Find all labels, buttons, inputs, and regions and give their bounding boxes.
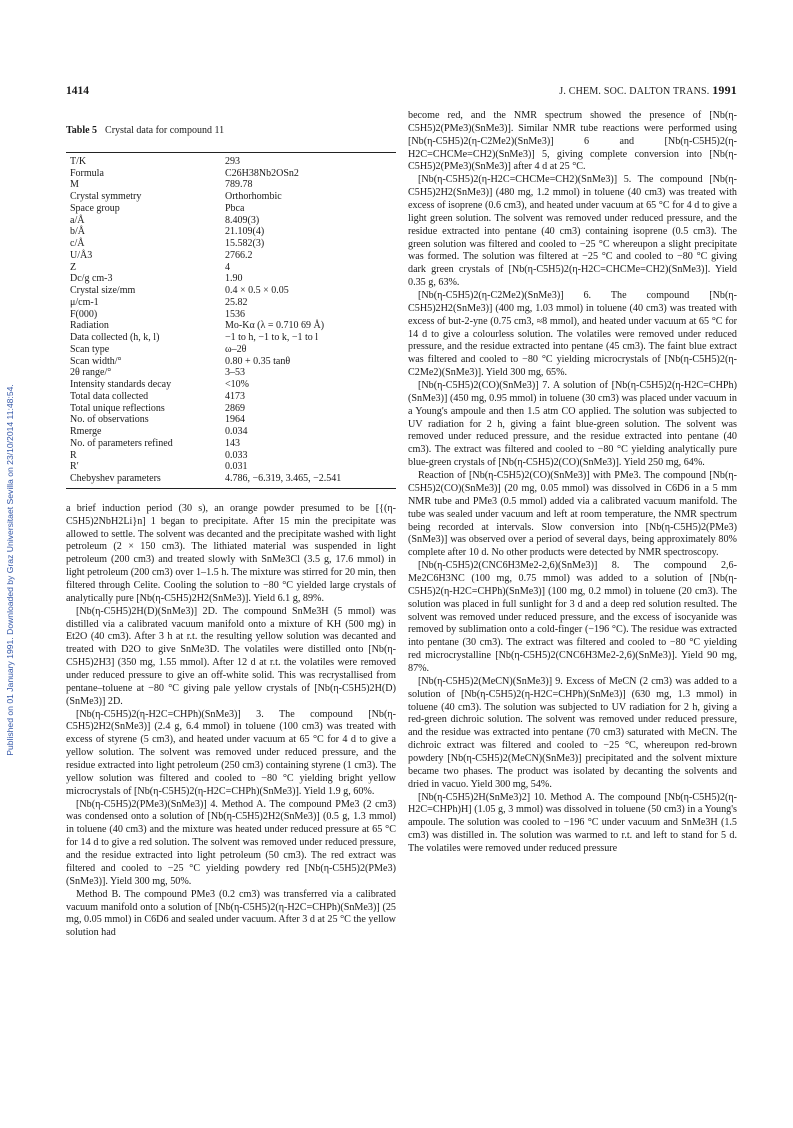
table-row [66,414,396,426]
table-row-label: Total data collected [70,390,149,402]
table-row [66,215,396,227]
table-row-value: 0.4 × 0.5 × 0.05 [225,285,289,297]
table-row-label: Crystal symmetry [70,191,142,203]
table-row [66,191,396,203]
table-row-label: 2θ range/° [70,367,112,379]
table-row [66,203,396,215]
right-column-text [408,110,737,856]
table-row [66,438,396,450]
table-row-label: Data collected (h, k, l) [70,332,160,344]
table-bottom-rule [66,488,396,489]
table-row-label: R [70,449,77,461]
table-row-value: 2766.2 [225,249,253,261]
table-row-label: T/K [70,155,87,167]
table-row-value: <10% [225,379,249,391]
table-row [66,356,396,368]
table-row-label: μ/cm-1 [70,296,99,308]
table-row-label: Radiation [70,320,109,332]
table-row-value: 8.409(3) [225,214,260,226]
table-row-label: Z [70,261,77,273]
table-row-label: F(000) [70,308,98,320]
table-row-value: 25.82 [225,296,248,308]
table-row [66,250,396,262]
table-row [66,473,396,485]
table-row-value: 0.031 [225,461,248,473]
table-row-value: 15.582(3) [225,238,265,250]
table-row [66,285,396,297]
table-row-value: 1964 [225,414,245,426]
table-row-value: 0.034 [225,426,248,438]
paragraph: Reaction of [Nb(η-C5H5)2(CO)(SnMe3)] with PMe3. The compound [Nb(η-C5H5)2(CO)(SnMe3)] (20 mg, 0.05 mmol) was dissolved in C6D6 in a 5 mm NMR tube and PMe3 (0.5 mmol) added via a calibrated vacuum manifold. The tube was sealed under vacuum and left at room temperature, the NMR spectrum being recorded at intervals. Slow conversion into [Nb(η-C5H5)2(PMe3)(SnMe3)] was observed over a period of several days, being approximately 80% complete after 10 d. No other products were detected by NMR spectroscopy. [408,470,737,559]
paragraph: [Nb(η-C5H5)2(PMe3)(SnMe3)] 4. Method A. The compound PMe3 (2 cm3) was condensed onto a solution of [Nb(η-C5H5)2H2(SnMe3)] (0.5 g, 1.3 mmol) in toluene (40 cm3) and the mixture was heated under reduced pressure at 65 °C for 14 d to give a red solution. The solvent was removed under reduced pressure, and the residue extracted into light petroleum (50 cm3). The red extract was filtered and cooled to −25 °C yielding powdery red [Nb(η-C5H5)2(PMe3)(SnMe3)]. Yield 300 mg, 50%. [66,798,396,887]
table-caption [66,125,396,138]
table-row-label: Dc/g cm-3 [70,273,113,285]
paragraph: [Nb(η-C5H5)2(η-H2C=CHPh)(SnMe3)] 3. The compound [Nb(η-C5H5)2H2(SnMe3)] (2.4 g, 6.4 mmol) in toluene (100 cm3) was treated with excess of styrene (5 cm3), and heated under vacuum at 65 °C for 4 d to give a yellow solution. The solvent was removed under reduced pressure, and the residue extracted into light petroleum (250 cm3) containing styrene (1 cm3). The yellow solution was filtered and cooled to −80 °C yielding bright yellow microcrystals of [Nb(η-C5H5)2(η-H2C=CHPh)(SnMe3)]. Yield 1.9 g, 60%. [66,708,396,797]
table-row-value: Mo-Kα (λ = 0.710 69 Å) [225,320,325,332]
table-row-label: U/Å3 [70,249,93,261]
paragraph: [Nb(η-C5H5)2(MeCN)(SnMe3)] 9. Excess of MeCN (2 cm3) was added to a solution of [Nb(η-C5H5)2(η-H2C=CHPh)(SnMe3)] (630 mg, 1.3 mmol) in toluene (40 cm3). The solution was subjected to UV radiation for 2 h, giving a red-green dichroic solution. The solvent was removed under reduced pressure, and the residue was extracted into pentane (70 cm3) saturated with MeCN. The dichroic extract was filtered and cooled to −25 °C, whereupon red-brown powdery [Nb(η-C5H5)2(MeCN)(SnMe3)] precipitated and the solvent mixture became two phases. The product was isolated by decanting the solvents and dried in vacuo. Yield 300 mg, 54%. [408,675,737,790]
table-row-value: 789.78 [225,179,253,191]
table-row [66,238,396,250]
table-row-value: 2869 [225,402,245,414]
paragraph: [Nb(η-C5H5)2(CNC6H3Me2-2,6)(SnMe3)] 8. The compound 2,6-Me2C6H3NC (100 mg, 0.75 mmol) was added to a solution of [Nb(η-C5H5)2(η-H2C=CHPh)(SnMe3)] (100 mg, 0.2 mmol) in toluene (20 cm3). The solution was placed in full sunlight for 3 d and a deep red solution resulted. The solvent was removed under reduced pressure, and the excess of isocyanide was removed by sublimation onto a cold-finger (−196 °C). The residue was extracted into pentane (30 cm3). The extract was filtered and cooled to −80 °C yielding red microcrystalline [Nb(η-C5H5)2(CNC6H3Me2-2,6)(SnMe3)]. Yield 90 mg, 87%. [408,560,737,674]
table-row [66,391,396,403]
table-row-value: 4 [225,261,230,273]
journal-name: J. CHEM. SOC. DALTON TRANS. [559,86,710,97]
table-row-label: Total unique reflections [70,402,165,414]
table-row-value: 0.033 [225,449,248,461]
table-row [66,344,396,356]
paragraph: [Nb(η-C5H5)2(η-C2Me2)(SnMe3)] 6. The compound [Nb(η-C5H5)2H2(SnMe3)] (400 mg, 1.03 mmol) in toluene (40 cm3) was treated with excess of but-2-yne (0.75 cm3, ≈8 mmol), and heated under vacuum at 65 °C for 14 d to give a colourless solution. The volatiles were removed under reduced pressure, and the residue extracted into pentane (45 cm3). The faint blue extract was filtered and cooled to −80 °C yielding microcrystals of [Nb(η-C5H5)2(η-C2Me2)(SnMe3)]. Yield 300 mg, 65%. [408,290,737,379]
table-row [66,461,396,473]
crystal-data-table [66,125,396,489]
table-row-value: C26H38Nb2OSn2 [225,167,299,179]
table-row-value: 1.90 [225,273,243,285]
left-column [66,110,396,940]
journal-year: 1991 [712,83,737,97]
table-row-label: c/Å [70,238,85,250]
page-number: 1414 [66,85,89,97]
journal-header [559,83,737,98]
table-row [66,309,396,321]
table-row [66,320,396,332]
table-row-value: Orthorhombic [225,191,282,203]
table-row-label: No. of parameters refined [70,437,173,449]
paragraph: become red, and the NMR spectrum showed the presence of [Nb(η-C5H5)2(PMe3)(SnMe3)]. Similar NMR tube reactions were performed using [Nb(η-C5H5)2(η-C2Me2)(SnMe3)] 6 and [Nb(η-C5H5)2(η-H2C=CHCMe=CH2)(SnMe3)] 5, giving complete conversion into [Nb(η-C5H5)2(PMe3)(SnMe3)] after 4 d at 25 °C. [408,110,737,173]
left-column-text [66,503,396,940]
paragraph: [Nb(η-C5H5)2H(SnMe3)2] 10. Method A. The compound [Nb(η-C5H5)2(η-H2C=CHPh)H] (1.05 g, 3 mmol) was dissolved in toluene (50 cm3) in a Young's ampoule. The solution was cooled to −196 °C under vacuum and SnMe3H (1.5 cm3) was distilled in. The solution was warmed to r.t. and left to stand for 5 d. The volatiles were removed under reduced pressure [408,791,737,854]
table-row [66,226,396,238]
table-row-label: Intensity standards decay [70,379,172,391]
table-row [66,297,396,309]
table-row [66,367,396,379]
table-row [66,426,396,438]
table-row-label: a/Å [70,214,85,226]
paragraph: [Nb(η-C5H5)2H(D)(SnMe3)] 2D. The compound SnMe3H (5 mmol) was distilled via a calibrated vacuum manifold onto a mixture of KH (500 mg) in Et2O (40 cm3). After 3 h at r.t. the resulting yellow solution was decanted and treated with D2O to give SnMe3D. The volatiles were distilled onto [Nb(η-C5H5)2H3] (350 mg, 1.55 mmol). After 12 d at r.t. the volatiles were removed under reduced pressure to give an off-white solid. This was recrystallised from pentane–toluene at −80 °C giving pale yellow crystals of [Nb(η-C5H5)2H(D)(SnMe3)] 2D. [66,605,396,707]
table-row-label: R′ [70,461,79,473]
table-row-label: No. of observations [70,414,149,426]
table-row [66,262,396,274]
table-label: Table 5 [66,125,98,136]
table-row [66,332,396,344]
table-row [66,379,396,391]
table-row-label: Chebyshev parameters [70,473,161,485]
crystal-table [66,153,396,485]
table-row-value: 1536 [225,308,245,320]
table-row-label: M [70,179,79,191]
table-row-label: Formula [70,167,104,179]
table-row-label: Rmerge [70,426,102,438]
paragraph: a brief induction period (30 s), an orange powder presumed to be [{(η-C5H5)2NbH2Li}n] 1 began to precipitate. After 15 min the precipitate was allowed to settle. The solvent was decanted and the precipitate washed with light petroleum (2 × 150 cm3). The lithiated material was suspended in light petroleum (200 cm3) and treated slowly with SnMe3Cl (3.5 g, 17.6 mmol) in light petroleum (200 cm3) over 1–1.5 h. The mixture was stirred for 20 min, then filtered through Celite. Cooling the solution to −80 °C yielded large crystals of analytically pure [Nb(η-C5H5)2H2(SnMe3)]. Yield 6.1 g, 89%. [66,502,396,604]
table-row-value: 3–53 [225,367,245,379]
paragraph: [Nb(η-C5H5)2(CO)(SnMe3)] 7. A solution of [Nb(η-C5H5)2(η-H2C=CHPh)(SnMe3)] (450 mg, 0.95 mmol) in toluene (30 cm3) was placed under vacuum in a Young's ampoule and then 1.5 atm CO applied. The solution was subjected to UV radiation for 2 h, giving a faint blue-green solution. The solvent was removed under reduced pressure, and the residue extracted into pentane (40 cm3). The extract was filtered and cooled to −80 °C yielding analytically pure blue-green crystals of [Nb(η-C5H5)2(CO)(SnMe3)]. Yield 250 mg, 64%. [408,380,737,469]
table-row-value: 4.786, −6.319, 3.465, −2.541 [225,473,342,485]
table-row-value: 293 [225,155,240,167]
right-column [408,110,737,856]
paragraph: [Nb(η-C5H5)2(η-H2C=CHCMe=CH2)(SnMe3)] 5. The compound [Nb(η-C5H5)2H2(SnMe3)] (480 mg, 1.2 mmol) in toluene (40 cm3) was treated with excess of isoprene (0.6 cm3), and heated under vacuum at 65 °C for 4 d to give a light green solution. The solvent was removed under reduced pressure, and the residue extracted into pentane (40 cm3) containing isoprene (0.5 cm3). The green solution was filtered and cooled to −25 °C whereupon a slight precipitate was formed. The solution was filtered at −25 °C and cooled to −80 °C giving dark green crystals of [Nb(η-C5H5)2(η-H2C=CHCMe=CH2)(SnMe3)]. Yield 0.35 g, 63%. [408,174,737,289]
table-row-value: −1 to h, −1 to k, −1 to l [225,332,319,344]
download-watermark: Published on 01 January 1991. Downloaded by Graz Universitaet Sevilla on 23/10/2014 11:48:54. [5,384,15,756]
table-row-label: Crystal size/mm [70,285,136,297]
table-row-label: Scan type [70,343,110,355]
paragraph: Method B. The compound PMe3 (0.2 cm3) was transferred via a calibrated vacuum manifold onto a solution of [Nb(η-C5H5)2(η-H2C=CHPh)(SnMe3)] (25 mg, 0.05 mmol) in C6D6 and sealed under vacuum. After 3 d at 25 °C the yellow solution had [66,888,396,939]
table-row-value: 143 [225,437,240,449]
table-row-value: Pbca [225,202,245,214]
table-row [66,179,396,191]
table-row [66,403,396,415]
table-row-value: 21.109(4) [225,226,265,238]
table-row-value: 4173 [225,390,245,402]
table-row-value: 0.80 + 0.35 tanθ [225,355,291,367]
table-row-label: Scan width/° [70,355,122,367]
table-row-label: Space group [70,202,120,214]
table-row [66,450,396,462]
table-row [66,273,396,285]
table-row-label: b/Å [70,226,85,238]
table-row [66,153,396,168]
table-row-value: ω–2θ [225,343,247,355]
table-row [66,168,396,180]
table-title: Crystal data for compound 11 [105,125,225,136]
